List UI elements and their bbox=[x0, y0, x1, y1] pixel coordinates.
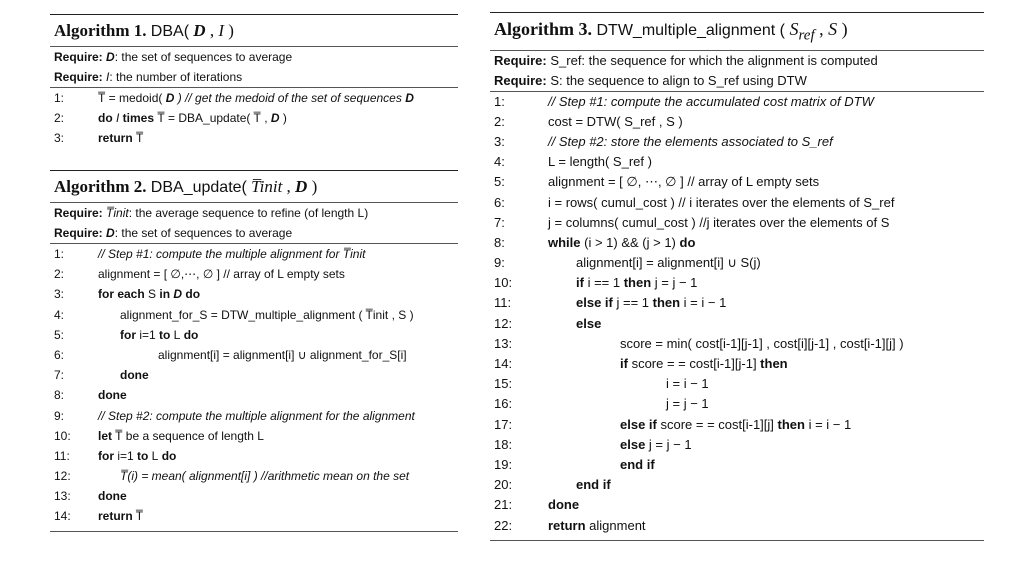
title-close: ) bbox=[228, 21, 234, 40]
title-sep: , bbox=[819, 19, 824, 39]
require-1 bbox=[50, 47, 458, 67]
require-text: : the number of iterations bbox=[109, 70, 243, 84]
title-arg2: D bbox=[295, 177, 308, 196]
code-line: 17: else if score = = cost[i-1][j] then i = i − 1 bbox=[494, 416, 852, 432]
algorithm-2-title bbox=[50, 171, 458, 202]
code-line: 22: return alignment bbox=[494, 517, 646, 533]
require-2 bbox=[50, 223, 458, 243]
code-line: 4: alignment_for_S = DTW_multiple_alignment ( T̅init , S ) bbox=[54, 307, 414, 322]
require-text: : the average sequence to refine (of length L) bbox=[128, 206, 369, 220]
code-line: 10: if i == 1 then j = j − 1 bbox=[494, 275, 698, 291]
code-line: 20: end if bbox=[494, 477, 611, 493]
algorithm-3-title bbox=[490, 13, 984, 50]
title-prefix: Algorithm 2. bbox=[54, 177, 147, 196]
require-keyword: Require: bbox=[54, 226, 103, 240]
title-arg1-sub: ref bbox=[798, 27, 815, 44]
code-line: 13: done bbox=[54, 489, 127, 504]
code-line: 4: L = length( S_ref ) bbox=[494, 154, 652, 170]
code-line bbox=[50, 108, 458, 128]
require-var: I bbox=[106, 70, 110, 84]
require-2 bbox=[50, 67, 458, 87]
title-arg1: T̅init bbox=[251, 177, 283, 196]
code-line: 11: for i=1 to L do bbox=[54, 448, 177, 463]
title-arg1: D bbox=[193, 21, 206, 40]
line-code: return T̅ bbox=[98, 131, 144, 146]
code-line: 11: else if j == 1 then i = i − 1 bbox=[494, 295, 727, 311]
title-arg2: I bbox=[218, 21, 224, 40]
algorithm-1 bbox=[50, 14, 458, 149]
require-keyword: Require: bbox=[54, 50, 103, 64]
require-text: : the set of sequences to average bbox=[114, 50, 293, 64]
code-line bbox=[50, 128, 458, 148]
title-sep: , bbox=[286, 177, 291, 196]
code-line: 5: for i=1 to L do bbox=[54, 327, 199, 342]
line-number: 2: bbox=[54, 111, 65, 126]
algorithm-2 bbox=[50, 170, 458, 532]
code-line: 15: i = i − 1 bbox=[494, 376, 709, 392]
code-line: 21: done bbox=[494, 497, 580, 513]
title-prefix: Algorithm 1. bbox=[54, 21, 147, 40]
require-text: : the set of sequences to average bbox=[114, 226, 293, 240]
code-line: 7: done bbox=[54, 368, 149, 383]
code-line: 2: alignment = [ ∅,⋯, ∅ ] // array of L empty sets bbox=[54, 267, 345, 282]
code-line: 1: // Step #1: compute the multiple alignment for T̅init bbox=[54, 247, 366, 261]
bottom-rule bbox=[490, 540, 984, 541]
code-line: 1: // Step #1: compute the accumulated cost matrix of DTW bbox=[494, 93, 874, 109]
code-line: 8: done bbox=[54, 388, 127, 403]
code-line: 3: for each S in D do bbox=[54, 287, 201, 302]
code-line: 14: if score = = cost[i-1][j-1] then bbox=[494, 356, 788, 372]
code-line: 10: let T̅ be a sequence of length L bbox=[54, 428, 264, 443]
bottom-rule bbox=[50, 531, 458, 532]
code-line bbox=[50, 88, 458, 108]
require-var: D bbox=[106, 50, 115, 64]
title-function: DBA_update( bbox=[150, 179, 247, 196]
code-line: 6: alignment[i] = alignment[i] ∪ alignment_for_S[i] bbox=[54, 347, 407, 362]
title-prefix: Algorithm 3. bbox=[494, 19, 592, 39]
code-line: 16: j = j − 1 bbox=[494, 396, 709, 412]
require-keyword: Require: bbox=[494, 72, 547, 88]
algorithm-1-title bbox=[50, 15, 458, 46]
code-line: 7: j = columns( cumul_cost ) //j iterates over the elements of S bbox=[494, 214, 890, 230]
line-number: 3: bbox=[54, 131, 65, 146]
code-line: 3: // Step #2: store the elements associated to S_ref bbox=[494, 133, 833, 149]
code-line: 6: i = rows( cumul_cost ) // i iterates over the elements of S_ref bbox=[494, 194, 895, 210]
line-code: T̅ = medoid( D ) // get the medoid of the set of sequences D bbox=[98, 91, 414, 105]
require-keyword: Require: bbox=[54, 206, 103, 220]
line-code: do I times T̅ = DBA_update( T̅ , D ) bbox=[98, 111, 287, 126]
code-line: 13: score = min( cost[i-1][j-1] , cost[i][j-1] , cost[i-1][j] ) bbox=[494, 335, 904, 351]
title-sep: , bbox=[209, 21, 215, 40]
code-line: 9: alignment[i] = alignment[i] ∪ S(j) bbox=[494, 255, 761, 271]
line-number: 1: bbox=[54, 91, 65, 105]
require-text: S: the sequence to align to S_ref using DTW bbox=[550, 72, 807, 88]
code-line: 2: cost = DTW( S_ref , S ) bbox=[494, 113, 683, 129]
code-line: 14: return T̅ bbox=[54, 509, 144, 524]
code-line: 9: // Step #2: compute the multiple alignment for the alignment bbox=[54, 408, 415, 423]
code-line: 18: else j = j − 1 bbox=[494, 436, 692, 452]
require-keyword: Require: bbox=[54, 70, 103, 84]
code-line: 19: end if bbox=[494, 456, 655, 472]
require-keyword: Require: bbox=[494, 52, 547, 68]
code-line: 12: else bbox=[494, 315, 602, 331]
require-2 bbox=[490, 71, 984, 91]
require-text: S_ref: the sequence for which the alignment is computed bbox=[550, 52, 878, 68]
algorithm-3 bbox=[490, 12, 984, 541]
code-line: 12: T̅(i) = mean( alignment[i] ) //arithmetic mean on the set bbox=[54, 469, 410, 484]
require-var: D bbox=[106, 226, 115, 240]
require-1 bbox=[50, 203, 458, 223]
title-close: ) bbox=[841, 19, 848, 39]
require-var: T̅init bbox=[106, 206, 129, 220]
title-close: ) bbox=[311, 177, 318, 196]
code-line: 8: while (i > 1) && (j > 1) do bbox=[494, 234, 696, 250]
code-line: 5: alignment = [ ∅, ⋯, ∅ ] // array of L empty sets bbox=[494, 174, 820, 190]
title-function: DTW_multiple_alignment ( bbox=[596, 22, 786, 39]
title-arg1: S bbox=[789, 19, 799, 39]
title-arg2: S bbox=[828, 19, 838, 39]
require-1 bbox=[490, 51, 984, 71]
title-function: DBA( bbox=[150, 23, 190, 40]
